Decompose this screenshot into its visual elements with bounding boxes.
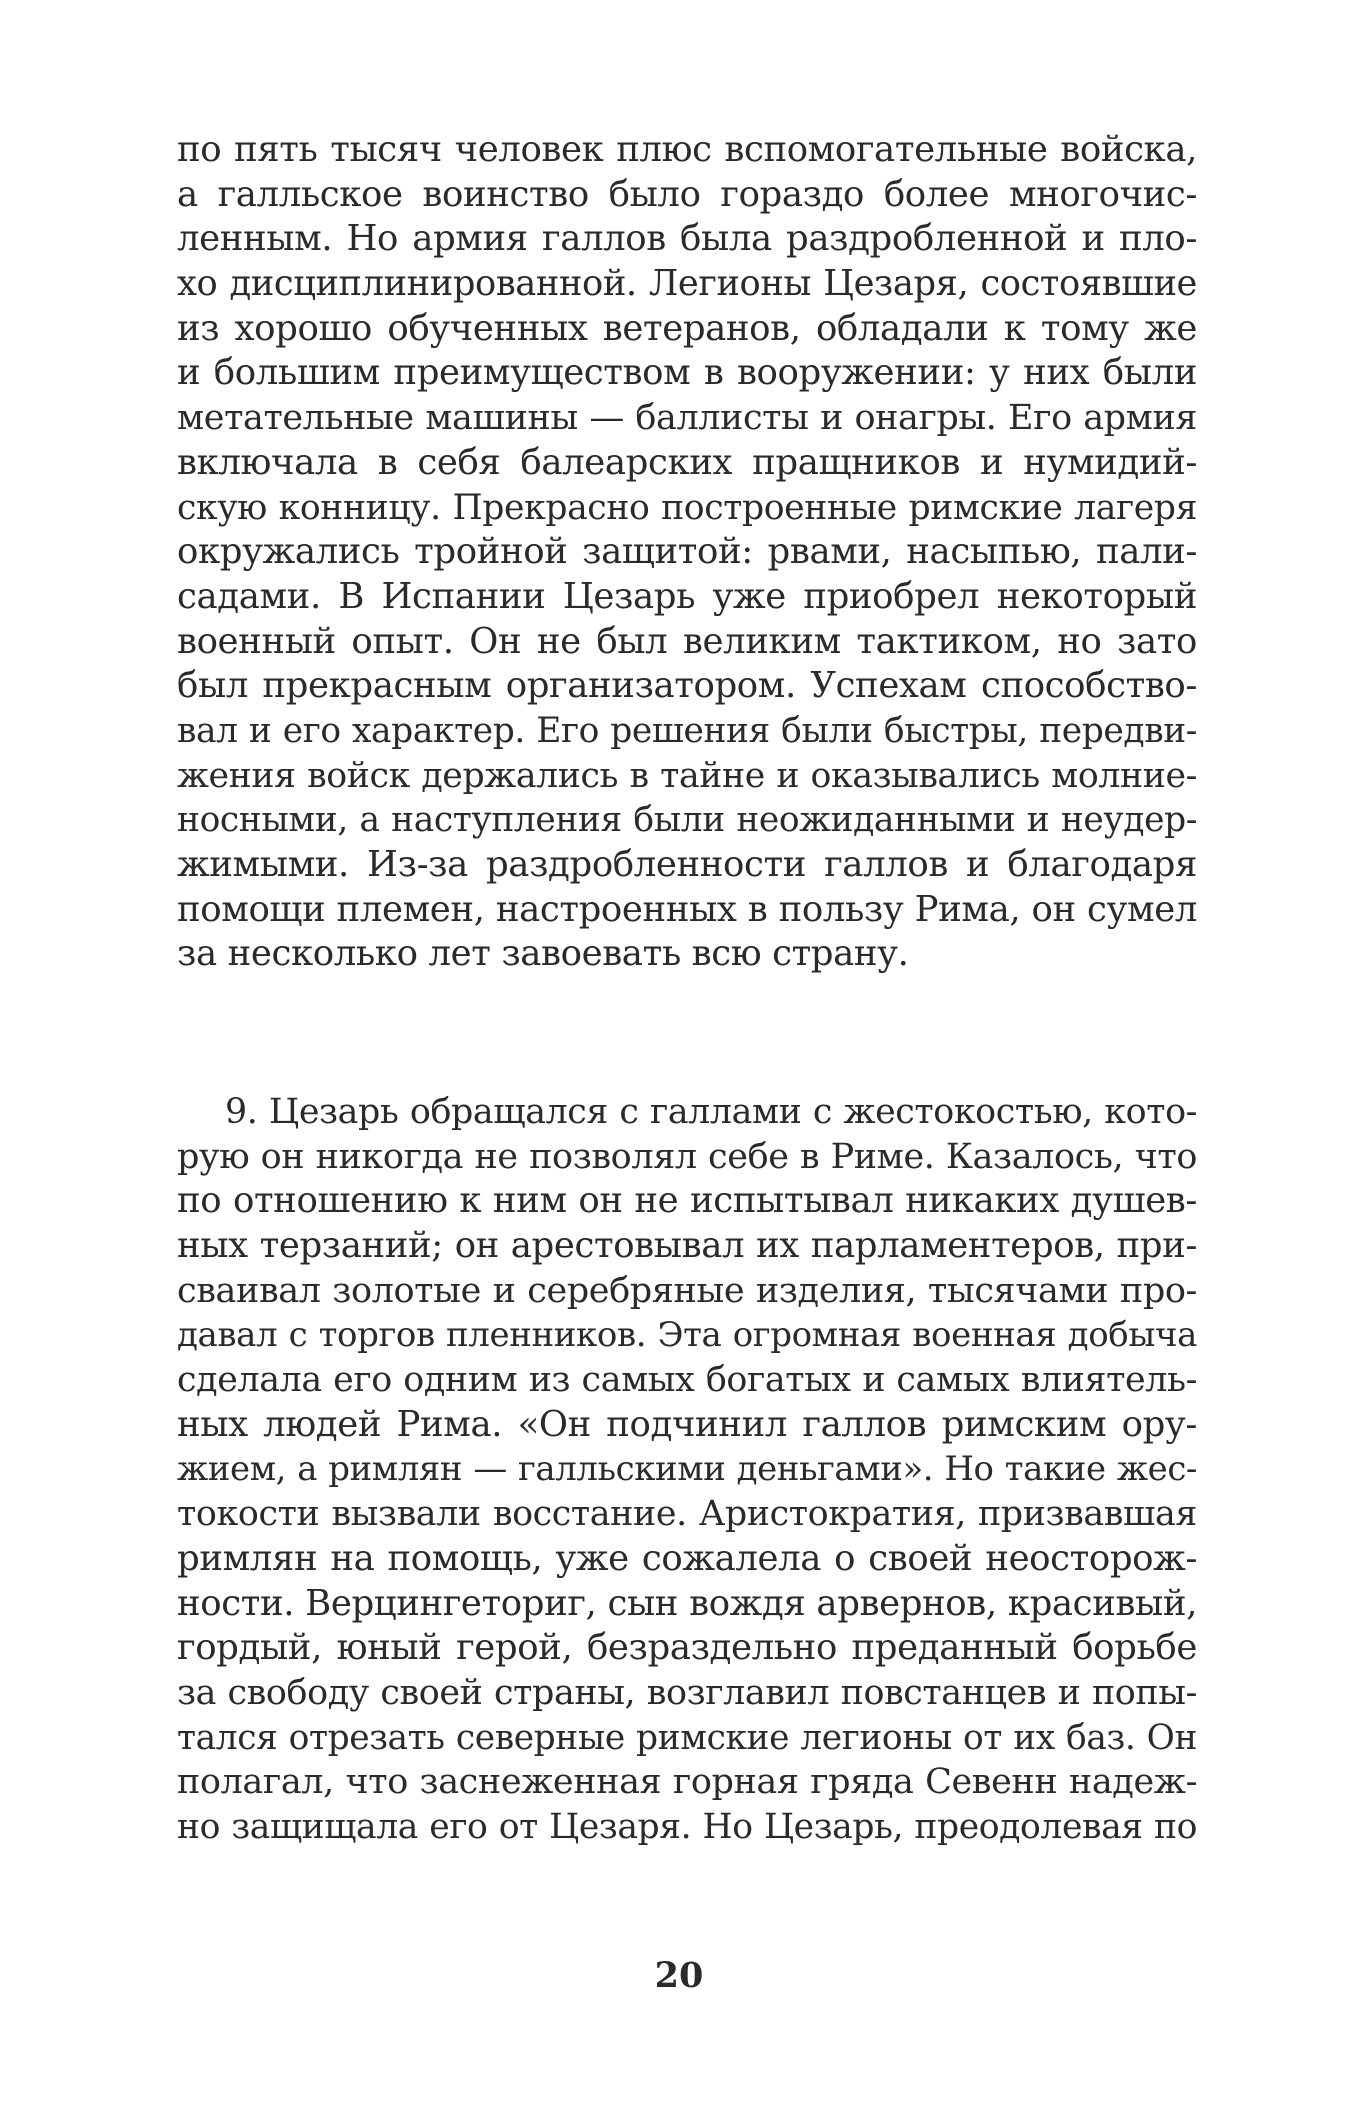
text-line: римлян на помощь, уже сожалела о своей неосторож- [177,1537,1197,1579]
text-line: носными, а наступления были неожиданными и неудер- [177,800,1197,841]
text-line: сделала его одним из самых богатых и самых влиятель- [177,1360,1197,1401]
text-line: жимыми. Из-за раздробленности галлов и благодаря [177,844,1197,885]
text-line: по отношению к ним он не испытывал никаких душев- [177,1180,1197,1222]
text-line: помощи племен, настроенных в пользу Рима, он сумел [177,888,1197,930]
paragraph-2 [177,1090,1197,1850]
text-line: давал с торгов пленников. Эта огромная военная добыча [177,1315,1197,1356]
text-line: сваивал золотые и серебряные изделия, тысячами про- [177,1269,1197,1311]
text-line: вал и его характер. Его решения были быстры, передви- [177,710,1197,751]
text-line: гордый, юный герой, безраздельно преданный борьбе [177,1627,1197,1669]
text-line: садами. В Испании Цезарь уже приобрел некоторый [177,575,1197,617]
paragraph-1 [177,128,1197,977]
text-line: тался отрезать северные римские легионы от их баз. Он [177,1717,1197,1758]
text-line: жием, а римлян — галльскими деньгами». Но такие жес- [177,1449,1197,1489]
text-line: из хорошо обученных ветеранов, обладали к тому же [177,307,1197,349]
page-number: 20 [654,1955,704,1996]
text-line: ных терзаний; он арестовывал их парламентеров, при- [177,1225,1197,1267]
text-line: военный опыт. Он не был великим тактиком, но зато [177,620,1197,662]
text-line: рую он никогда не позволял себе в Риме. Казалось, что [177,1136,1197,1177]
text-line: за несколько лет завоевать всю страну. [177,933,909,975]
text-line: но защищала его от Цезаря. Но Цезарь, преодолевая по [177,1807,1197,1847]
text-line: по пять тысяч человек плюс вспомогательные войска, [177,129,1197,170]
text-line: за свободу своей страны, возглавил повстанцев и попы- [177,1672,1197,1713]
text-line: метательные машины — баллисты и онагры. Его армия [177,398,1197,439]
text-line: включала в себя балеарских пращников и нумидий- [177,441,1197,483]
text-line: скую конницу. Прекрасно построенные римские лагеря [177,487,1197,528]
text-line: ности. Верцингеториг, сын вождя арвернов, красивый, [177,1582,1197,1624]
text-line: ленным. Но армия галлов была раздробленной и пло- [177,218,1197,260]
text-line: токости вызвали восстание. Аристократия, призвавшая [177,1494,1197,1535]
text-line: полагал, что заснеженная горная гряда Севенн надеж- [177,1762,1197,1803]
text-line: жения войск держались в тайне и оказывались молние- [177,755,1197,796]
text-line: окружались тройной защитой: рвами, насыпью, пали- [177,531,1197,573]
text-line: ных людей Рима. «Он подчинил галлов римским ору- [177,1403,1197,1445]
text-line: был прекрасным организатором. Успехам способство- [177,665,1197,707]
text-line: и большим преимуществом в вооружении: у них были [177,352,1197,394]
text-line: хо дисциплинированной. Легионы Цезаря, состоявшие [177,263,1197,305]
text-line: 9. Цезарь обращался с галлами с жестокостью, кото- [225,1092,1197,1132]
text-line: а галльское воинство было гораздо более многочис- [177,173,1197,215]
